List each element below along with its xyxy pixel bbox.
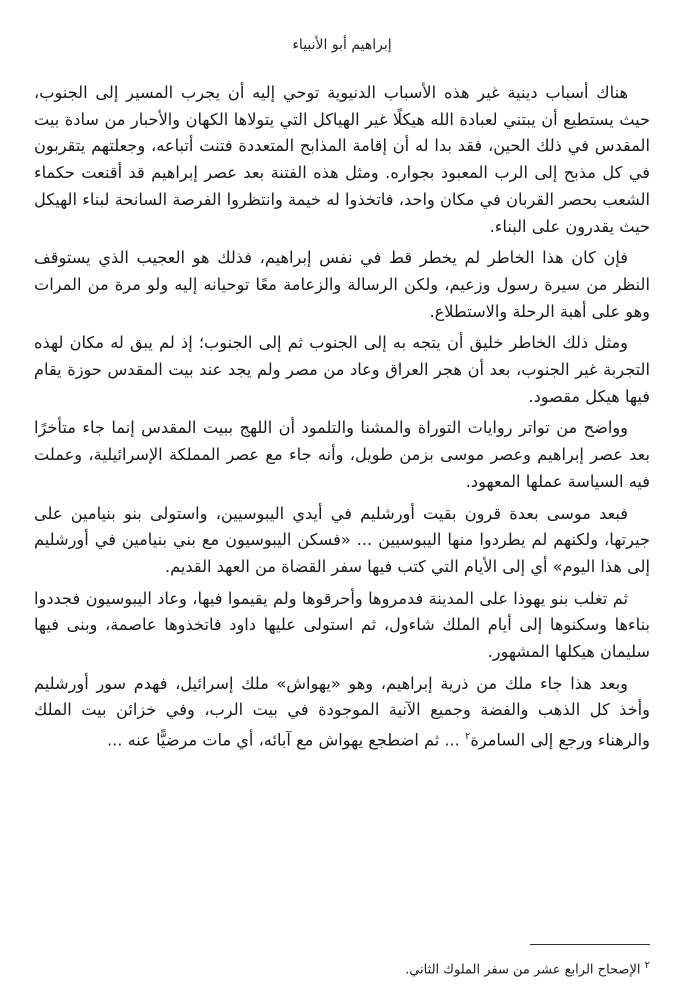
paragraph-text: وبعد هذا جاء ملك من ذرية إبراهيم، وهو «يهواش» ملك إسرائيل، فهدم سور أورشليم وأخذ كل الذهب والفضة وجميع الآنية الموجودة في بيت الرب، وفي خزائن بيت الملك والرهناء ورجع إلى السامرة [34,673,650,750]
footnote-text: الإصحاح الرابع عشر من سفر الملوك الثاني. [405,962,645,978]
paragraph: هناك أسباب دينية غير هذه الأسباب الدنيوية توحي إليه أن يجرب المسير إلى الجنوب، حيث يستطيع أن يبتني لعبادة الله هيكلًا غير الهياكل التي يتولاها الكهان والأحبار من سادة بيت المقدس في ذلك الحين، فقد بدا له أن إقامة المذابح المتعددة فتنت أتباعه، وجعلتهم يتقربون في كل مذبح إلى الرب المعبود بجواره. ومثل هذه الفتنة بعد عصر إبراهيم قد أقنعت حكماء الشعب بحصر القربان في مكان واحد، فاتخذوا له خيمة وانتظروا الفرصة السانحة لبناء الهيكل حيث يقدرون على البناء. [34,83,650,236]
footnote-ref[interactable]: ٢ [464,731,471,743]
paragraph: وواضح من تواتر روايات التوراة والمشنا والتلمود أن اللهج ببيت المقدس إنما جاء متأخرًا بعد عصر إبراهيم وعصر موسى بزمن طويل، وأنه جاء مع عصر المملكة الإسرائيلية، وعملت فيه السياسة عملها المعهود. [34,418,650,491]
footnote-divider [530,944,650,945]
paragraph: ومثل ذلك الخاطر خليق أن يتجه به إلى الجنوب ثم إلى الجنوب؛ إذ لم يبق له مكان لهذه التجربة غير الجنوب، بعد أن هجر العراق وعاد من مصر ولم يجد عند بيت المقدس حوزة يقام فيها هيكل مقصود. [34,333,650,406]
paragraph: ثم تغلب بنو يهوذا على المدينة فدمروها وأحرقوها ولم يقيموا فيها، وعاد اليبوسيون فجددوا بناءها وسكنوها إلى أيام الملك شاءول، ثم استولى عليها داود فاتخذوها عاصمة، وبنى فيها سليمان هيكلها المشهور. [34,588,650,662]
body-text [34,80,650,759]
footnote [34,956,650,980]
footnote-marker: ٢ [644,960,650,971]
paragraph-last [34,671,650,755]
paragraph: فبعد موسى بعدة قرون بقيت أورشليم في أيدي اليبوسيين، واستولى بنو بنيامين على جيرتها، ولكنهم لم يطردوا منها اليبوسيين ... «فسكن اليبوسيون مع بني بنيامين في أورشليم إلى هذا اليوم» أي إلى الأيام التي كتب فيها سفر القضاة من العهد القديم. [34,503,650,576]
running-header: إبراهيم أبو الأنبياء [292,37,392,53]
paragraph: فإن كان هذا الخاطر لم يخطر قط في نفس إبراهيم، فذلك هو العجيب الذي يستوقف النظر من سيرة رسول وزعيم، ولكن الرسالة والزعامة معًا توحيانه إليه ولو مرة من المرات وهو على أهبة الرحلة والاستطلاع. [34,248,650,321]
paragraph-text: ... ثم اضطجع يهواش مع آبائه، أي مات مرضيًّا عنه ... [107,730,465,750]
